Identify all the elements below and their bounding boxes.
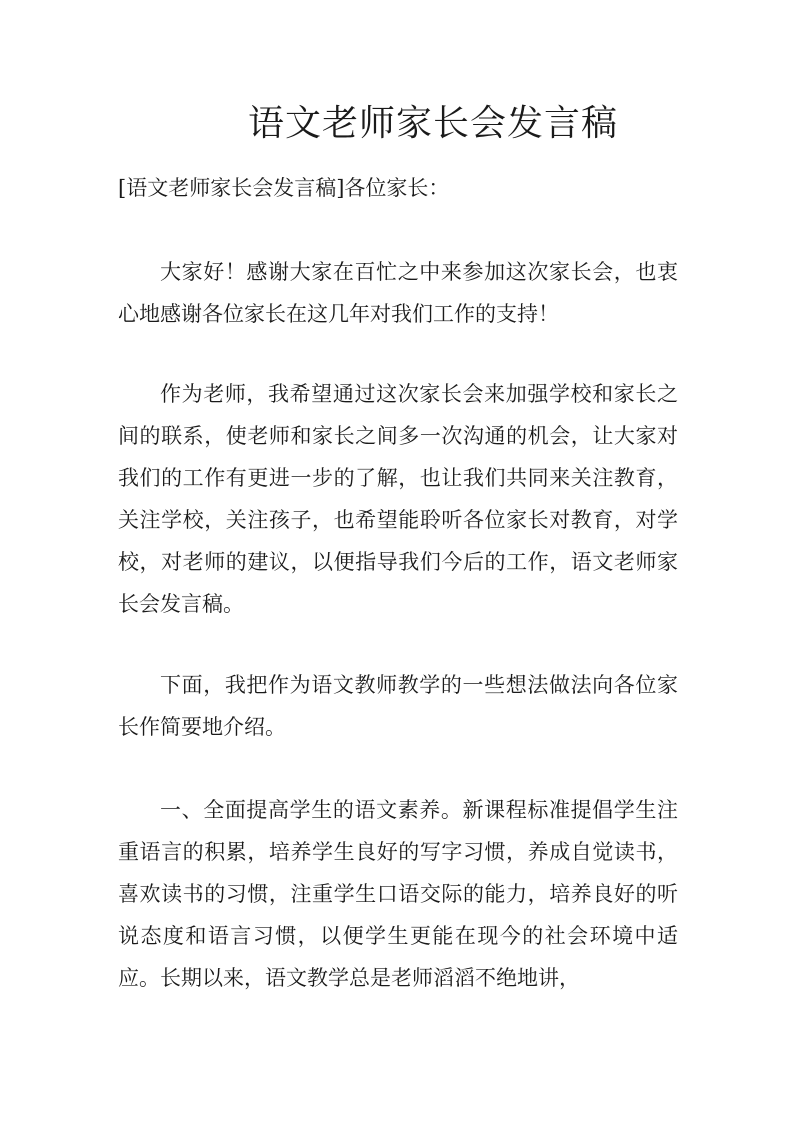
paragraph-introduction: 下面，我把作为语文教师教学的一些想法做法向各位家长作简要地介绍。 [118,673,678,739]
paragraph-literacy: 一、全面提高学生的语文素养。新课程标准提倡学生注重语言的积累，培养学生良好的写字习惯，养成自觉读书，喜欢读书的习惯，注重学生口语交际的能力，培养良好的听说态度和语言习惯，以便学生更能在现今的社会环境中适应。长期以来，语文教学总是老师滔滔不绝地讲， [118,798,678,990]
paragraph-purpose: 作为老师，我希望通过这次家长会来加强学校和家长之间的联系，使老师和家长之间多一次沟通的机会，让大家对我们的工作有更进一步的了解，也让我们共同来关注教育，关注学校，关注孩子，也希望能聆听各位家长对教育，对学校，对老师的建议，以便指导我们今后的工作，语文老师家长会发言稿。 [118,382,678,616]
document-title: 语文老师家长会发言稿 [248,103,619,144]
greeting-line: [语文老师家长会发言稿]各位家长： [118,176,450,200]
paragraph-welcome: 大家好！感谢大家在百忙之中来参加这次家长会，也衷心地感谢各位家长在这几年对我们工作的支持！ [118,260,678,326]
